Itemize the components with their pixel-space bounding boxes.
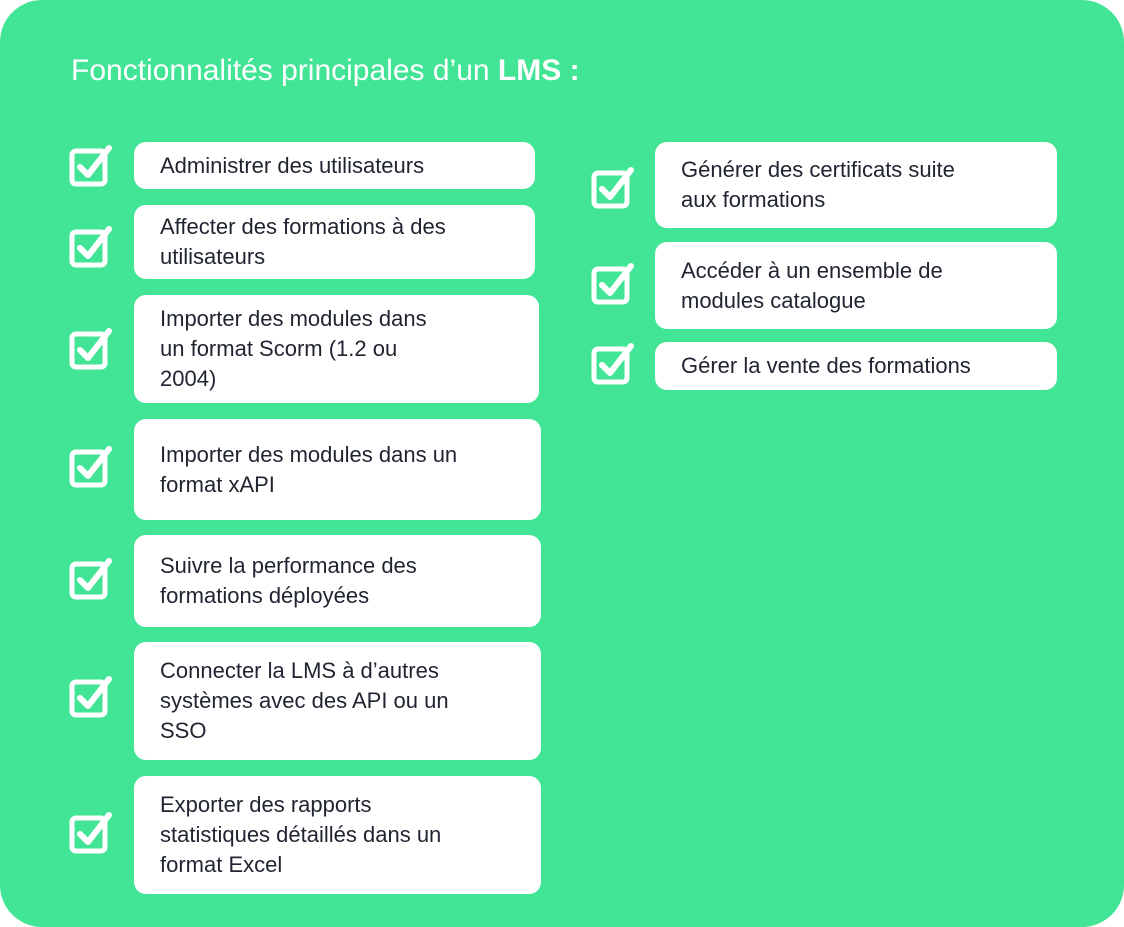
feature-box	[655, 242, 1057, 329]
feature-box	[655, 342, 1057, 390]
feature-label: Administrer des utilisateurs	[160, 152, 425, 178]
feature-box	[134, 142, 535, 189]
checkbox-checked-icon	[590, 341, 636, 387]
title-prefix: Fonctionnalités principales d’un	[71, 54, 498, 87]
checkbox-checked-icon	[68, 810, 114, 856]
checkbox-checked-icon	[68, 674, 114, 720]
feature-label: Générer des certificats suite aux formations	[681, 157, 955, 212]
checkbox-checked-icon	[68, 556, 114, 602]
checkbox-checked-icon	[68, 326, 114, 372]
checkbox-checked-icon	[68, 224, 114, 270]
feature-label: Suivre la performance des formations déployées	[160, 553, 417, 608]
page-title	[71, 54, 580, 88]
feature-label: Exporter des rapports statistiques détaillés dans un format Excel	[160, 792, 442, 877]
feature-box	[134, 419, 541, 520]
feature-label: Gérer la vente des formations	[681, 353, 971, 378]
feature-box	[134, 295, 539, 403]
feature-label: Importer des modules dans un format xAPI	[160, 441, 458, 497]
feature-box	[134, 535, 541, 627]
feature-label: Importer des modules dans un format Scorm (1.2 ou 2004)	[160, 306, 427, 391]
feature-label: Connecter la LMS à d’autres systèmes avec des API ou un SSO	[160, 658, 449, 743]
checkbox-checked-icon	[68, 143, 114, 189]
feature-label: Affecter des formations à des utilisateurs	[160, 214, 446, 269]
title-bold: LMS :	[497, 54, 580, 87]
checkbox-checked-icon	[590, 261, 636, 307]
feature-box	[134, 205, 535, 279]
checkbox-checked-icon	[590, 165, 636, 211]
feature-box	[134, 776, 541, 894]
feature-box	[134, 642, 541, 760]
checkbox-checked-icon	[68, 444, 114, 490]
feature-box	[655, 142, 1057, 228]
feature-label: Accéder à un ensemble de modules catalogue	[681, 257, 943, 313]
